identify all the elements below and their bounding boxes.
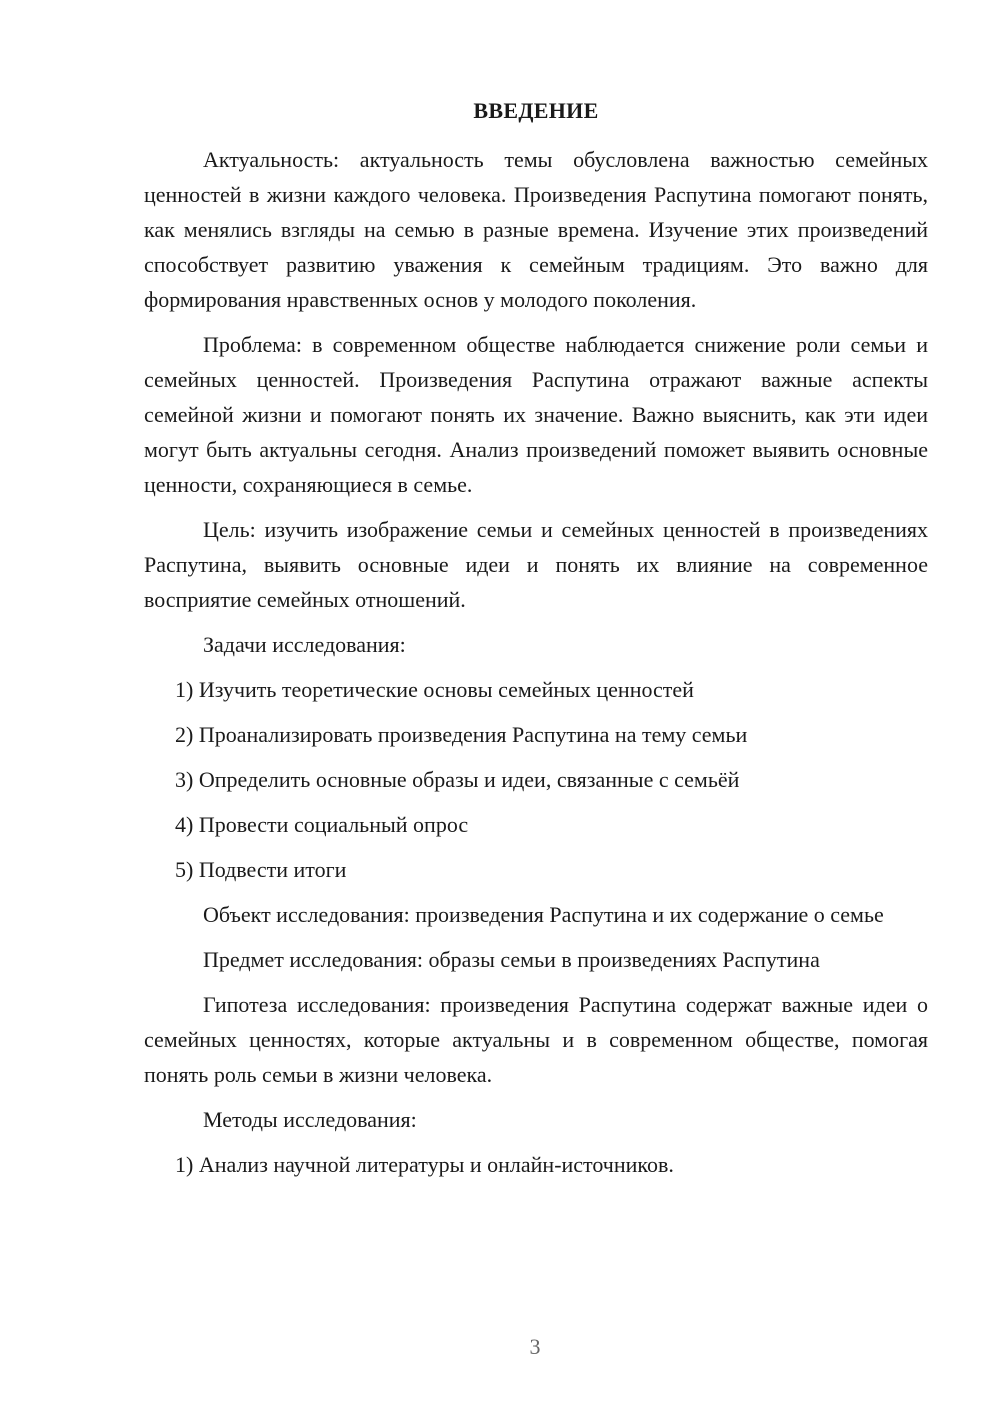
paragraph-subject: Предмет исследования: образы семьи в произведениях Распутина: [203, 947, 820, 972]
methods-list: [144, 1147, 928, 1182]
list-item: 4) Провести социальный опрос: [175, 812, 469, 837]
tasks-list: [144, 672, 928, 887]
list-item: 3) Определить основные образы и идеи, связанные с семьёй: [175, 767, 740, 792]
methods-heading: Методы исследования:: [203, 1107, 417, 1132]
section-title: ВВЕДЕНИЕ: [473, 98, 599, 123]
paragraph-hypothesis: Гипотеза исследования: произведения Распутина содержат важные идеи о семейных ценностях, которые актуальны и в современном обществе, помогая понять роль семьи в жизни человека.: [144, 992, 928, 1087]
document-page: [144, 96, 928, 1192]
list-item: 1) Изучить теоретические основы семейных ценностей: [175, 677, 694, 702]
tasks-heading: Задачи исследования:: [203, 632, 406, 657]
paragraph-relevance: Актуальность: актуальность темы обусловлена важностью семейных ценностей в жизни каждого человека. Произведения Распутина помогают понять, как менялись взгляды на семью в разные времена. Изучение этих произведений способствует развитию уважения к семейным традициям. Это важно для формирования нравственных основ у молодого поколения.: [144, 147, 928, 312]
paragraph-object: Объект исследования: произведения Распутина и их содержание о семье: [203, 902, 884, 927]
paragraph-problem: Проблема: в современном обществе наблюдается снижение роли семьи и семейных ценностей. Произведения Распутина отражают важные аспекты семейной жизни и помогают понять их значение. Важно выяснить, как эти идеи могут быть актуальны сегодня. Анализ произведений поможет выявить основные ценности, сохраняющиеся в семье.: [144, 332, 928, 497]
list-item: 1) Анализ научной литературы и онлайн-источников.: [175, 1152, 674, 1177]
page-number: 3: [529, 1334, 541, 1359]
list-item: 2) Проанализировать произведения Распутина на тему семьи: [175, 722, 748, 747]
list-item: 5) Подвести итоги: [175, 857, 347, 882]
paragraph-goal: Цель: изучить изображение семьи и семейных ценностей в произведениях Распутина, выявить основные идеи и понять их влияние на современное восприятие семейных отношений.: [144, 517, 928, 612]
